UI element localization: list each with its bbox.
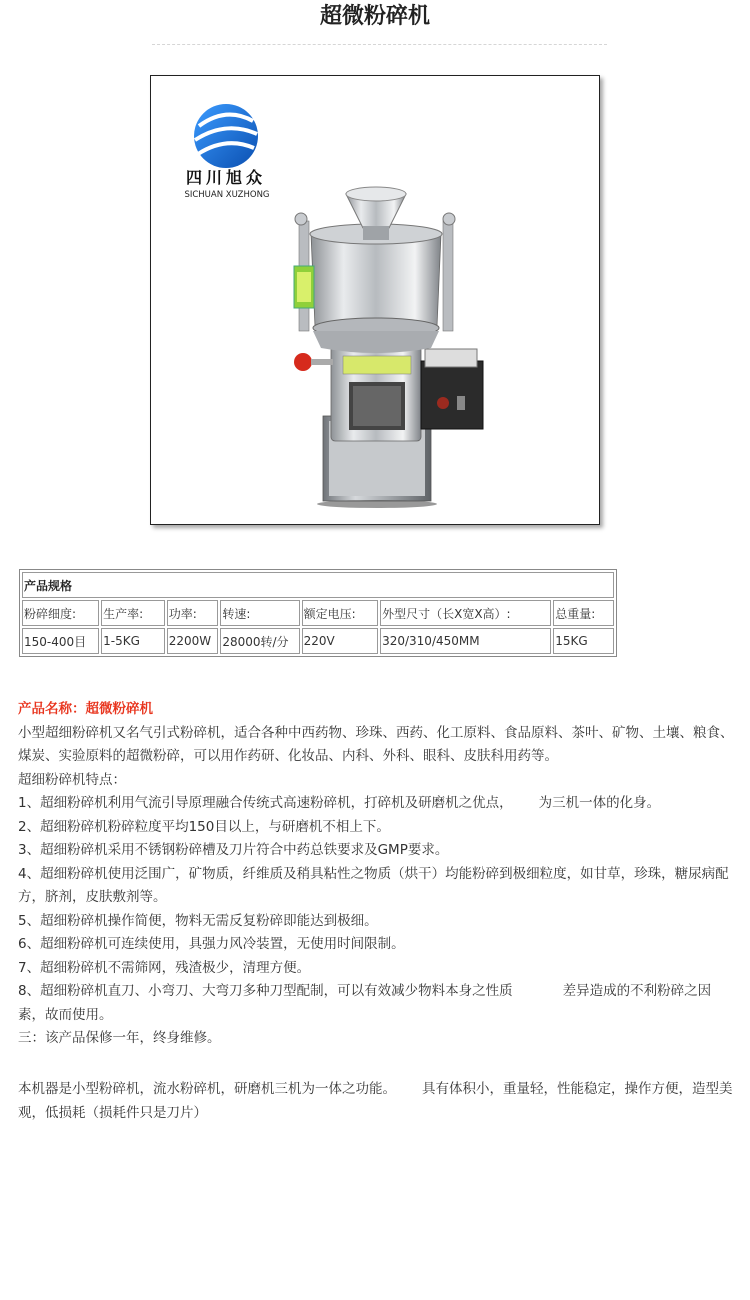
spec-caption: 产品规格 xyxy=(22,572,614,598)
feature-item: 6、超细粉碎机可连续使用，具强力风冷装置，无使用时间限制。 xyxy=(18,936,405,952)
spec-value-row xyxy=(22,628,614,654)
logo-chinese-text: 四川旭众 xyxy=(185,168,267,187)
feature-item: 2、超细粉碎机粉碎粒度平均150目以上，与研磨机不相上下。 xyxy=(18,818,390,835)
features-title: 超细粉碎机特点： xyxy=(18,771,126,788)
spec-header-weight: 总重量: xyxy=(553,600,614,626)
spec-header-fineness: 粉碎细度: xyxy=(22,600,99,626)
spec-header-capacity: 生产率: xyxy=(101,600,165,626)
globe-logo-icon xyxy=(194,104,258,168)
spec-header-voltage: 额定电压: xyxy=(302,600,378,626)
spec-header-speed: 转速: xyxy=(220,600,299,626)
spec-value-weight: 15KG xyxy=(553,628,614,654)
spec-value-fineness: 150-400目 xyxy=(22,628,99,654)
feature-item: 5、超细粉碎机操作简便，物料无需反复粉碎即能达到极细。 xyxy=(18,912,378,929)
intro-paragraph: 小型超细粉碎机又名气引式粉碎机，适合各种中西药物、珍珠、西药、化工原料、食品原料、茶叶、矿物、土壤、粮食、煤炭、实验原料的超微粉碎，可以用作药研、化妆品、内科、外科、眼科、皮肤科用药等。 xyxy=(18,724,734,764)
spec-table xyxy=(19,569,617,657)
spec-value-voltage: 220V xyxy=(302,628,378,654)
product-photo-svg xyxy=(151,76,599,524)
feature-item: 1、超细粉碎机利用气流引导原理融合传统式高速粉碎机，打碎机及研磨机之优点， 为三机一体的化身。 xyxy=(18,795,661,811)
product-name-label: 产品名称：超微粉碎机 xyxy=(18,701,153,717)
spec-header-row xyxy=(22,600,614,626)
spec-value-capacity: 1-5KG xyxy=(101,628,165,654)
summary-part-a: 本机器是小型粉碎机，流水粉碎机，研磨机三机为一体之功能。 xyxy=(18,1081,396,1097)
spec-header-dimensions: 外型尺寸（长X宽X高）: xyxy=(380,600,551,626)
feature-item: 7、超细粉碎机不需筛网，残渣极少，清理方便。 xyxy=(18,959,311,976)
warranty-text: 三：该产品保修一年，终身维修。 xyxy=(18,1030,221,1046)
spec-caption-row xyxy=(22,572,614,598)
title-divider xyxy=(152,44,607,45)
feature-item: 3、超细粉碎机采用不锈钢粉碎槽及刀片符合中药总铁要求及GMP要求。 xyxy=(18,842,449,858)
description-block xyxy=(18,698,736,1051)
feature-item: 4、超细粉碎机使用泛围广，矿物质，纤维质及稍具粘性之物质（烘干）均能粉碎到极细粒度，如甘草，珍珠，糖尿病配方，脐剂，皮肤敷剂等。 xyxy=(18,865,729,905)
page-title: 超微粉碎机 xyxy=(319,4,430,29)
spec-header-power: 功率: xyxy=(167,600,219,626)
summary-paragraph xyxy=(18,1078,736,1125)
summary-part-b: 具有体积小，重量轻，性能稳定，操作方便，造型美观，低损耗（损耗件只是刀片） xyxy=(18,1081,733,1121)
spec-value-dimensions: 320/310/450MM xyxy=(380,628,551,654)
logo-english-text: SICHUAN XUZHONG xyxy=(184,190,270,200)
spec-value-power: 2200W xyxy=(167,628,219,654)
spec-value-speed: 28000转/分 xyxy=(220,628,299,654)
grinder-machine-illustration xyxy=(294,187,483,508)
product-photo xyxy=(150,75,600,525)
feature-item: 8、超细粉碎机直刀、小弯刀、大弯刀多种刀型配制，可以有效减少物料本身之性质 差异造成的不利粉碎之因素，故而使用。 xyxy=(18,983,712,1023)
